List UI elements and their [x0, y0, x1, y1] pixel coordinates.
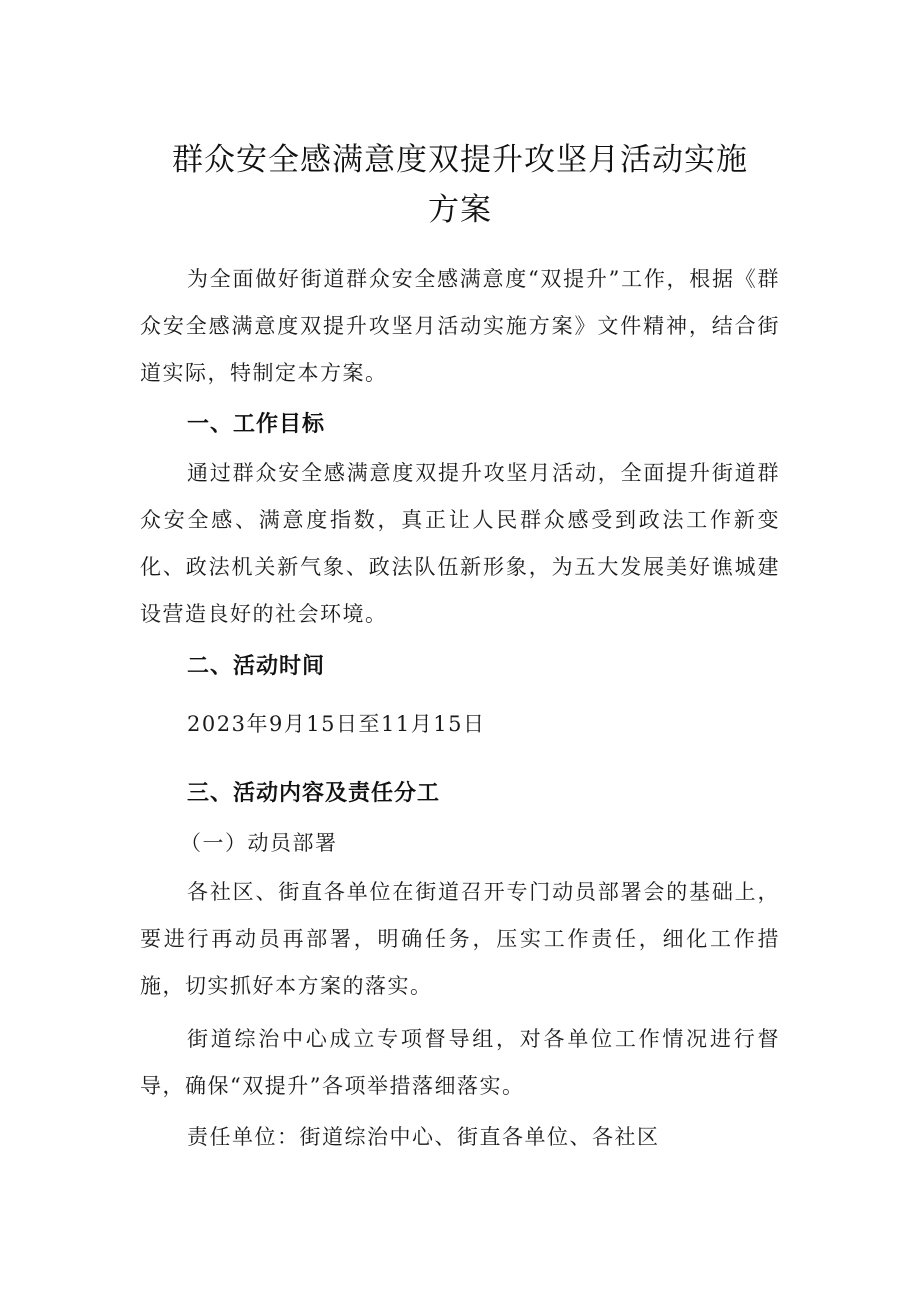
document-title-line-1: 群众安全感满意度双提升攻坚月活动实施 [172, 142, 748, 178]
section-2-body: 2023年9月15日至11月15日 [187, 712, 486, 736]
document-title-line-2: 方案 [428, 192, 492, 228]
subsection-1-heading: （一）动员部署 [180, 831, 338, 855]
section-2-heading: 二、活动时间 [187, 654, 326, 679]
subsection-1-paragraph-1: 各社区、街直各单位在街道召开专门动员部署会的基础上，要进行再动员再部署，明确任务，压实工作责任，细化工作措施，切实抓好本方案的落实。 [140, 880, 780, 998]
section-3-heading: 三、活动内容及责任分工 [187, 781, 441, 806]
section-1-heading: 一、工作目标 [187, 412, 326, 437]
responsible-units: 责任单位：街道综治中心、街直各单位、各社区 [187, 1125, 660, 1149]
intro-paragraph: 为全面做好街道群众安全感满意度“双提升”工作，根据《群众安全感满意度双提升攻坚月活动实施方案》文件精神，结合街道实际，特制定本方案。 [140, 267, 780, 385]
subsection-1-paragraph-2: 街道综治中心成立专项督导组，对各单位工作情况进行督导，确保“双提升”各项举措落细落实。 [140, 1027, 780, 1098]
section-1-body: 通过群众安全感满意度双提升攻坚月活动，全面提升街道群众安全感、满意度指数，真正让人民群众感受到政法工作新变化、政法机关新气象、政法队伍新形象，为五大发展美好谯城建设营造良好的社会环境。 [140, 461, 780, 626]
